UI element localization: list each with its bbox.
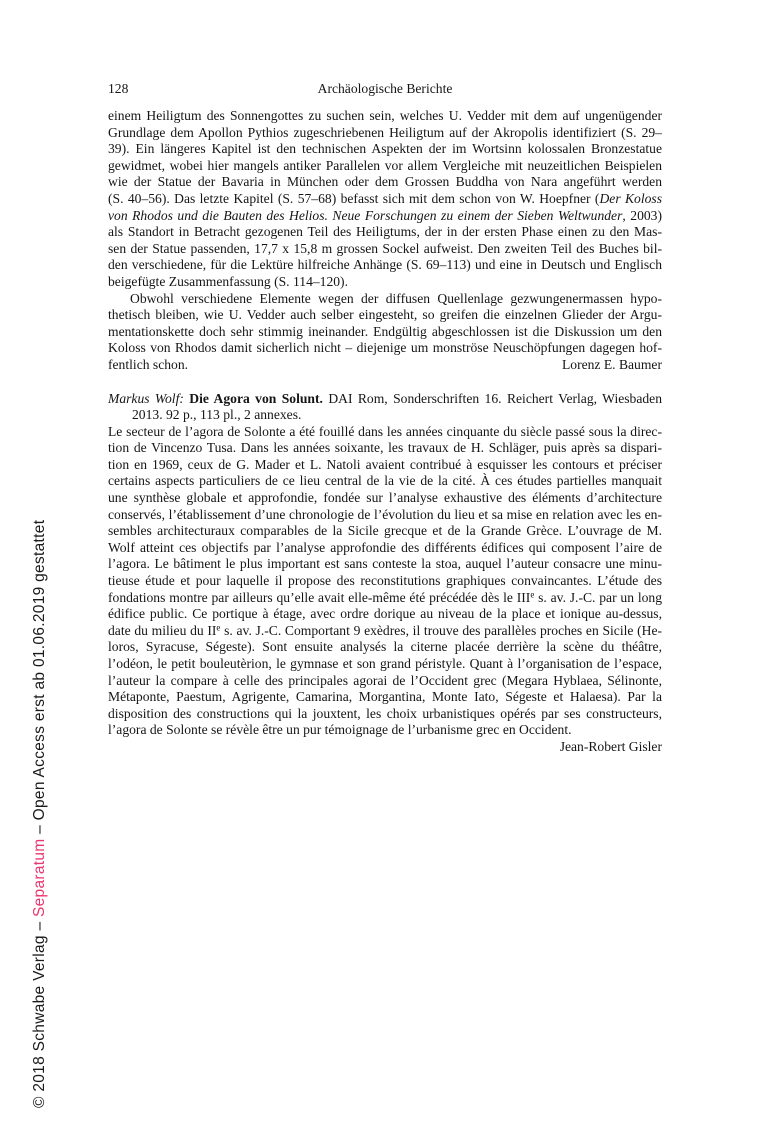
text-line — [108, 391, 662, 408]
text-line — [108, 125, 662, 142]
text-line — [108, 523, 662, 540]
text-segment: une synthèse globale et approfondie, fondée sur l’analyse exhaustive des éléments d’architecture — [108, 490, 662, 506]
copyright-prefix: © 2018 Schwabe Verlag – — [31, 917, 48, 1108]
text-segment: l’odéon, le petit bouleutèrion, le gymnase et son grand péristyle. Quant à l’organisation de l’espace, — [108, 656, 662, 671]
text-segment: date du milieu du II — [108, 622, 217, 638]
text-line — [108, 490, 662, 507]
text-segment: von Rhodos und die Bauten des Helios. Neue Forschungen zu einem der Sieben Weltwunder — [108, 207, 623, 223]
text-segment: fentlich schon. — [108, 356, 189, 372]
page-number: 128 — [108, 81, 129, 96]
text-segment: Markus Wolf: — [108, 390, 190, 406]
text-segment: Obwohl verschiedene Elemente wegen der diffusen Quellenlage gezwungenermassen hypo- — [130, 290, 662, 306]
superscript-ordinal: e — [216, 622, 221, 633]
text-line — [108, 473, 662, 490]
text-line — [108, 689, 662, 706]
review-wolf-agora-solunt — [108, 391, 662, 756]
text-segment: Le secteur de l’agora de Solonte a été fouillé dans les années cinquante du siècle passé sous la direc- — [108, 423, 662, 439]
text-segment: l’auteur la compare à celle des principales agorai de l’Occident grec (Megara Hyblaea, Sélinonte, — [108, 672, 662, 688]
text-segment: wie der Statue der Bavaria in München oder dem Grossen Buddha von Nara angeführt werden — [108, 174, 662, 190]
text-line — [108, 357, 662, 374]
text-line — [108, 606, 662, 623]
text-segment: l’agora de Solonte se révèle être un pur témoignage de l’urbanisme grec en Occident. — [108, 722, 572, 738]
text-line — [108, 241, 662, 258]
text-segment: conservés, l’établissement d’une chronologie de l’évolution du lieu et sa mise en relation avec les en- — [108, 506, 662, 522]
text-segment: Koloss von Rhodos damit sicherlich nicht – diejenige um monströse Neuschöpfungen dagegen hof- — [108, 340, 662, 356]
text-segment: certains aspects particuliers de ce lieu central de la vie de la cité. À ces études partielles manquait — [108, 473, 662, 489]
text-line — [108, 556, 662, 573]
text-line — [108, 174, 662, 191]
text-line — [108, 141, 662, 158]
review-vedder-koloss-continuation — [108, 108, 662, 374]
text-segment: den verschiedene, für die Lektüre hilfreiche Anhänge (S. 69–113) und eine in Deutsch und Englisch — [108, 257, 662, 273]
text-segment: (S. 40–56). Das letzte Kapitel (S. 57–68) befasst sich mit dem schon von W. Hoepfner ( — [108, 190, 600, 206]
text-segment: disposition des constructions qui la jouxtent, les choix urbanistiques opérés par ses constructeurs, — [108, 705, 662, 721]
text-line — [108, 639, 662, 656]
text-line — [108, 257, 662, 274]
paragraph-end-text — [108, 357, 188, 374]
text-line — [108, 274, 662, 291]
text-line — [108, 158, 662, 175]
text-segment: Grundlage dem Apollon Pythios zugeschriebenen Heiligtum auf der Akropolis identifiziert (S. 29– — [108, 124, 662, 140]
text-segment: als Standort in Betracht gezogenen Teil des Heiligtums, der in der ersten Phase einen zu den Mas- — [108, 224, 662, 240]
running-head-title: Archäologische Berichte — [317, 81, 453, 96]
text-line — [108, 673, 662, 690]
text-segment: sembles architecturaux comparables de la Sicile grecque et de la Grande Grèce. L’ouvrage de M. — [108, 523, 662, 539]
text-line — [108, 424, 662, 441]
text-segment: 39). Ein längeres Kapitel ist den technischen Aspekten der im Wortsinn kolossalen Bronzestatue — [108, 141, 662, 157]
text-line — [108, 739, 662, 756]
text-line — [108, 407, 662, 424]
text-line — [108, 324, 662, 341]
text-segment: beigefügte Zusammenfassung (S. 114–120). — [108, 273, 348, 289]
text-line — [108, 656, 662, 673]
text-segment: Métaponte, Paestum, Agrigente, Camarina, Morgantina, Monte Iato, Ségeste et Halaesa). Par la — [108, 689, 662, 705]
text-segment: tieuse étude et pour laquelle il propose des reconstitutions graphiques convaincantes. L’étude des — [108, 573, 662, 589]
text-segment: , 2003) — [622, 207, 662, 223]
text-segment: édifice public. Ce portique à étage, avec ordre dorique au niveau de la place et ionique au-dessus, — [108, 606, 662, 622]
text-line — [108, 507, 662, 524]
text-segment: tion en 1969, ceux de G. Mader et L. Natoli avaient contribué à esquisser les contours et préciser — [108, 456, 662, 472]
text-segment: s. av. J.-C. Comportant 9 exèdres, il trouve des parallèles proches en Sicile (He- — [220, 622, 662, 638]
text-line — [108, 457, 662, 474]
text-line — [108, 108, 662, 125]
text-segment: l’agora. Le bâtiment le plus important est sans conteste la stoa, auquel l’auteur consacre une minu- — [108, 556, 662, 572]
text-segment: sen der Statue passenden, 17,7 x 15,8 m grossen Sockel aufweist. Den zweiten Teil des Buches bil- — [108, 240, 662, 256]
text-line — [108, 722, 662, 739]
text-segment: tion de Vincenzo Tusa. Dans les années soixante, les travaux de H. Schläger, puis après sa dispari- — [108, 440, 662, 456]
sidebar-copyright — [31, 520, 49, 1108]
text-segment: mentationskette doch sehr stimmig ineinander. Endgültig abgeschlossen ist die Diskussion um den — [108, 323, 662, 339]
text-segment: DAI Rom, Sonderschriften 16. Reichert Verlag, Wiesbaden — [328, 390, 662, 406]
text-line — [108, 706, 662, 723]
text-line — [108, 291, 662, 308]
text-line — [108, 340, 662, 357]
text-line — [108, 191, 662, 208]
text-line — [108, 590, 662, 607]
text-segment: s. av. J.-C. par un long — [534, 589, 662, 605]
text-segment: Wolf atteint ces objectifs par l’analyse approfondie des différents édifices qui composent l’aire de — [108, 539, 662, 555]
text-line — [108, 623, 662, 640]
text-segment: thetisch bleiben, wie U. Vedder auch selber eingesteht, so greifen die einzelnen Glieder der Argu- — [108, 307, 662, 323]
text-segment: Der Koloss — [599, 190, 662, 206]
reviewer-signature: Jean-Robert Gisler — [559, 738, 662, 754]
text-segment: loros, Syracuse, Ségeste). Sont ensuite analysés la citerne placée derrière la scène du théâtre, — [108, 639, 662, 655]
text-line — [108, 440, 662, 457]
reviewer-signature: Lorenz E. Baumer — [561, 356, 662, 372]
text-line — [108, 307, 662, 324]
text-line — [108, 540, 662, 557]
text-segment: einem Heiligtum des Sonnengottes zu suchen sein, welches U. Vedder mit dem auf ungenügender — [108, 108, 662, 123]
text-line — [108, 208, 662, 225]
text-segment: fondations montre par ailleurs qu’elle avait elle-même été précédée dès le III — [108, 589, 531, 605]
running-header — [108, 80, 662, 97]
reviews-container — [108, 108, 662, 756]
superscript-ordinal: e — [530, 589, 535, 600]
text-segment: 2013. 92 p., 113 pl., 2 annexes. — [132, 407, 302, 423]
text-line — [108, 573, 662, 590]
separatum-label: Separatum — [31, 838, 48, 918]
text-line — [108, 224, 662, 241]
text-segment: gewidmet, wobei hier mangels antiker Parallelen vor allem Vergleiche mit neuzeitlichen Beispielen — [108, 157, 662, 173]
text-segment: Die Agora von Solunt. — [189, 390, 329, 406]
copyright-suffix: – Open Access erst ab 01.06.2019 gestattet — [31, 519, 48, 839]
